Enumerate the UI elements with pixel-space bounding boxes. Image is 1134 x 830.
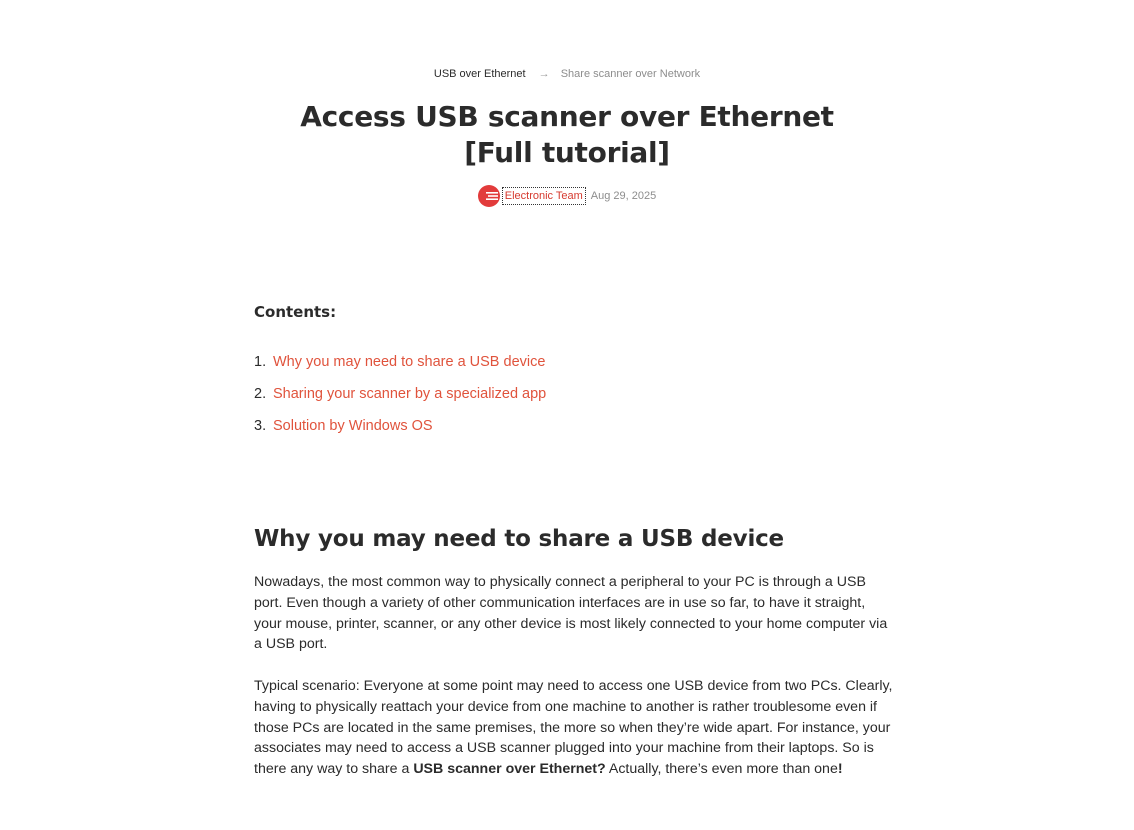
paragraph-intro: Nowadays, the most common way to physically connect a peripheral to your PC is through a USB port. Even though a variety of other communication interfaces are in use so far, to have it straight, your mouse, printer, scanner, or any other device is most likely connected to your home computer via a USB port. bbox=[254, 574, 888, 653]
page-title-line-2: [Full tutorial] bbox=[464, 136, 670, 169]
paragraph-scenario-text: Typical scenario: Everyone at some point may need to access one USB device from two PCs. Clearly, having to physically reattach your device from one machine to another is rather troublesome even if those PCs are located in the same premises, the more so when they’re wide apart. For instance, your associates may need to access a USB scanner plugged into your machine from their laptops. So is there any way to share a bbox=[254, 678, 893, 778]
breadcrumb-current: Share scanner over Network bbox=[560, 68, 701, 80]
toc-link-why-share[interactable]: Why you may need to share a USB device bbox=[273, 354, 546, 370]
toc-item-number: 3. bbox=[254, 418, 267, 434]
section-heading: Why you may need to share a USB device bbox=[254, 526, 784, 552]
page-title bbox=[0, 99, 1134, 171]
breadcrumb-arrow-icon: → bbox=[538, 68, 550, 80]
toc-item-number: 1. bbox=[254, 354, 267, 370]
toc-item bbox=[254, 416, 546, 448]
author-link[interactable]: Electronic Team bbox=[502, 187, 586, 205]
toc-link-specialized-app[interactable]: Sharing your scanner by a specialized app bbox=[273, 386, 547, 402]
toc-item bbox=[254, 384, 546, 416]
contents-heading: Contents: bbox=[254, 303, 337, 321]
breadcrumb-home-link[interactable]: USB over Ethernet bbox=[433, 68, 526, 80]
author-avatar-icon[interactable] bbox=[478, 185, 500, 207]
breadcrumb bbox=[0, 67, 1134, 81]
toc-item bbox=[254, 352, 546, 384]
paragraph-scenario-text-end: Actually, there’s even more than one bbox=[605, 761, 838, 778]
publish-date: Aug 29, 2025 bbox=[590, 190, 657, 202]
page-title-line-1: Access USB scanner over Ethernet bbox=[300, 100, 834, 133]
toc-item-number: 2. bbox=[254, 386, 267, 402]
paragraph-scenario-exclamation: ! bbox=[837, 761, 843, 778]
paragraph-scenario-bold: USB scanner over Ethernet? bbox=[413, 761, 606, 778]
toc-link-windows-os[interactable]: Solution by Windows OS bbox=[273, 418, 433, 434]
table-of-contents bbox=[254, 352, 546, 448]
article-meta bbox=[0, 185, 1134, 207]
paragraph-scenario bbox=[254, 676, 894, 780]
